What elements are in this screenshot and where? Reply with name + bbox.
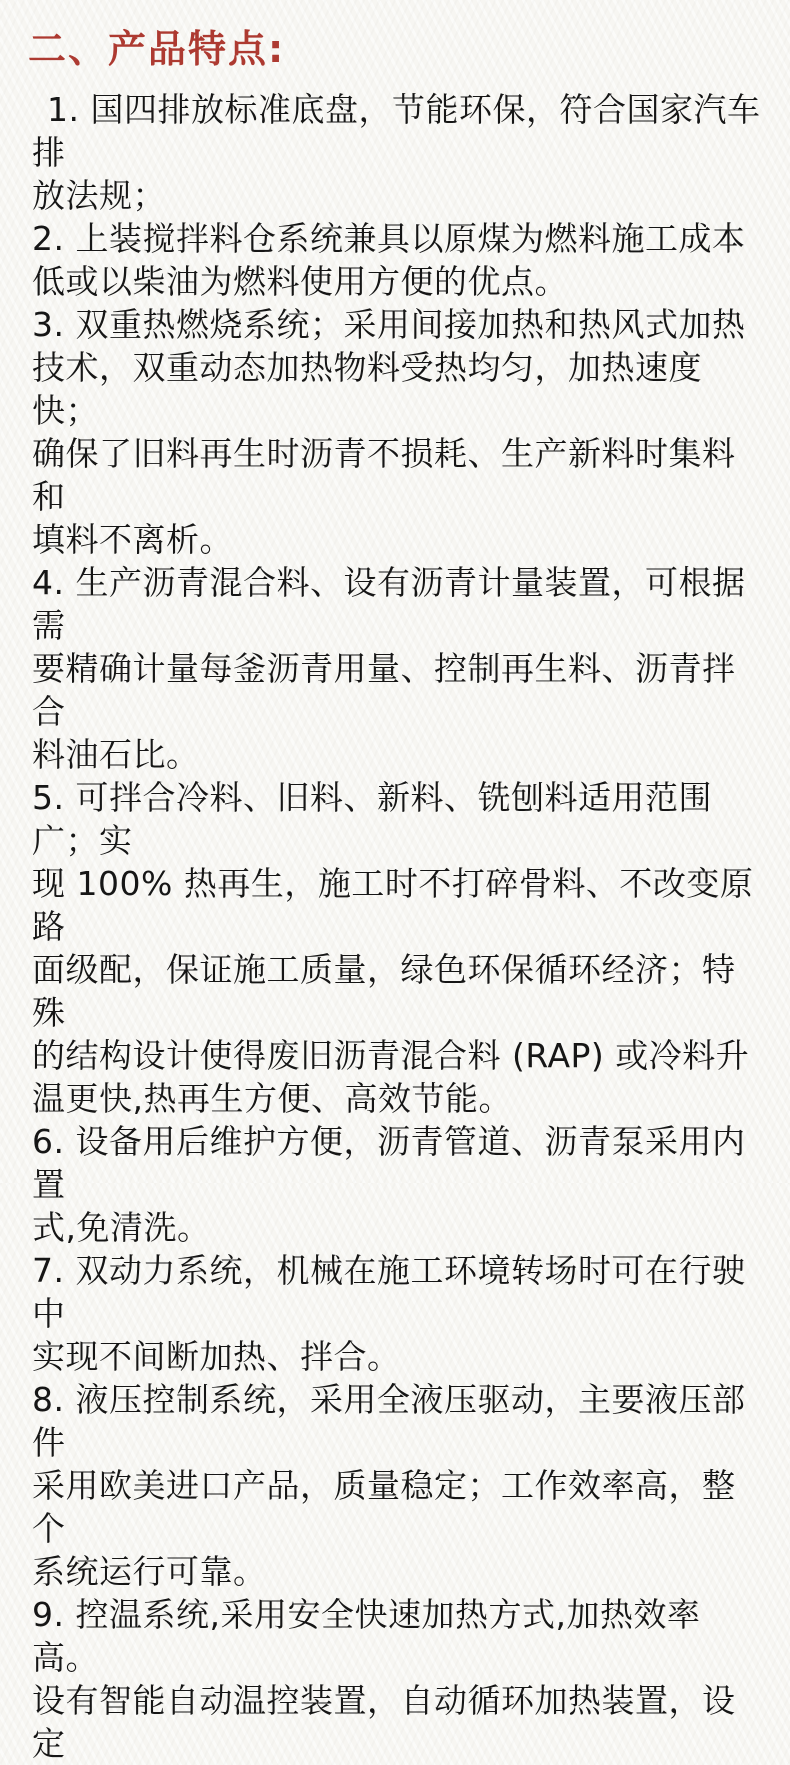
text-line: 4. 生产沥青混合料、设有沥青计量装置，可根据需 (32, 563, 746, 645)
text-line: 面级配，保证施工质量，绿色环保循环经济；特殊 (32, 950, 736, 1032)
text-line: 确保了旧料再生时沥青不损耗、生产新料时集料和 (32, 434, 736, 516)
list-item (32, 217, 762, 303)
text-line: 填料不离析。 (32, 520, 233, 559)
list-item (32, 1249, 762, 1378)
text-line: 技术，双重动态加热物料受热均匀，加热速度快； (32, 348, 702, 430)
list-item (32, 303, 762, 561)
text-line: 料油石比。 (32, 735, 200, 774)
text-line: 设有智能自动温控装置，自动循环加热装置，设定 (32, 1681, 736, 1763)
text-line: 采用欧美进口产品，质量稳定；工作效率高，整个 (32, 1466, 736, 1548)
text-line: 现 100% 热再生，施工时不打碎骨料、不改变原路 (32, 864, 754, 946)
text-line: 7. 双动力系统，机械在施工环境转场时可在行驶中 (32, 1251, 746, 1333)
text-line: 温更快,热再生方便、高效节能。 (32, 1079, 512, 1118)
text-line: 3. 双重热燃烧系统；采用间接加热和热风式加热 (32, 305, 746, 344)
list-item (32, 1378, 762, 1593)
text-line: 1. 国四排放标准底盘，节能环保，符合国家汽车排 (32, 90, 761, 172)
text-line: 的结构设计使得废旧沥青混合料 (RAP) 或冷料升 (32, 1036, 750, 1075)
list-item (32, 776, 762, 1120)
text-line: 5. 可拌合冷料、旧料、新料、铣刨料适用范围广；实 (32, 778, 712, 860)
section-heading: 二、产品特点: (28, 27, 286, 71)
text-line: 9. 控温系统,采用安全快速加热方式,加热效率高。 (32, 1595, 701, 1677)
text-line: 低或以柴油为燃料使用方便的优点。 (32, 262, 568, 301)
feature-list (32, 88, 762, 1765)
text-line: 6. 设备用后维护方便，沥青管道、沥青泵采用内置 (32, 1122, 746, 1204)
list-item (32, 1593, 762, 1765)
text-line: 系统运行可靠。 (32, 1552, 267, 1591)
list-item (32, 1120, 762, 1249)
text-line: 2. 上装搅拌料仓系统兼具以原煤为燃料施工成本 (32, 219, 746, 258)
text-line: 8. 液压控制系统，采用全液压驱动，主要液压部件 (32, 1380, 746, 1462)
text-line: 要精确计量每釜沥青用量、控制再生料、沥青拌合 (32, 649, 736, 731)
list-item (32, 88, 762, 217)
text-line: 实现不间断加热、拌合。 (32, 1337, 401, 1376)
list-item (32, 561, 762, 776)
text-line: 放法规； (32, 176, 166, 215)
text-line: 式,免清洗。 (32, 1208, 211, 1247)
